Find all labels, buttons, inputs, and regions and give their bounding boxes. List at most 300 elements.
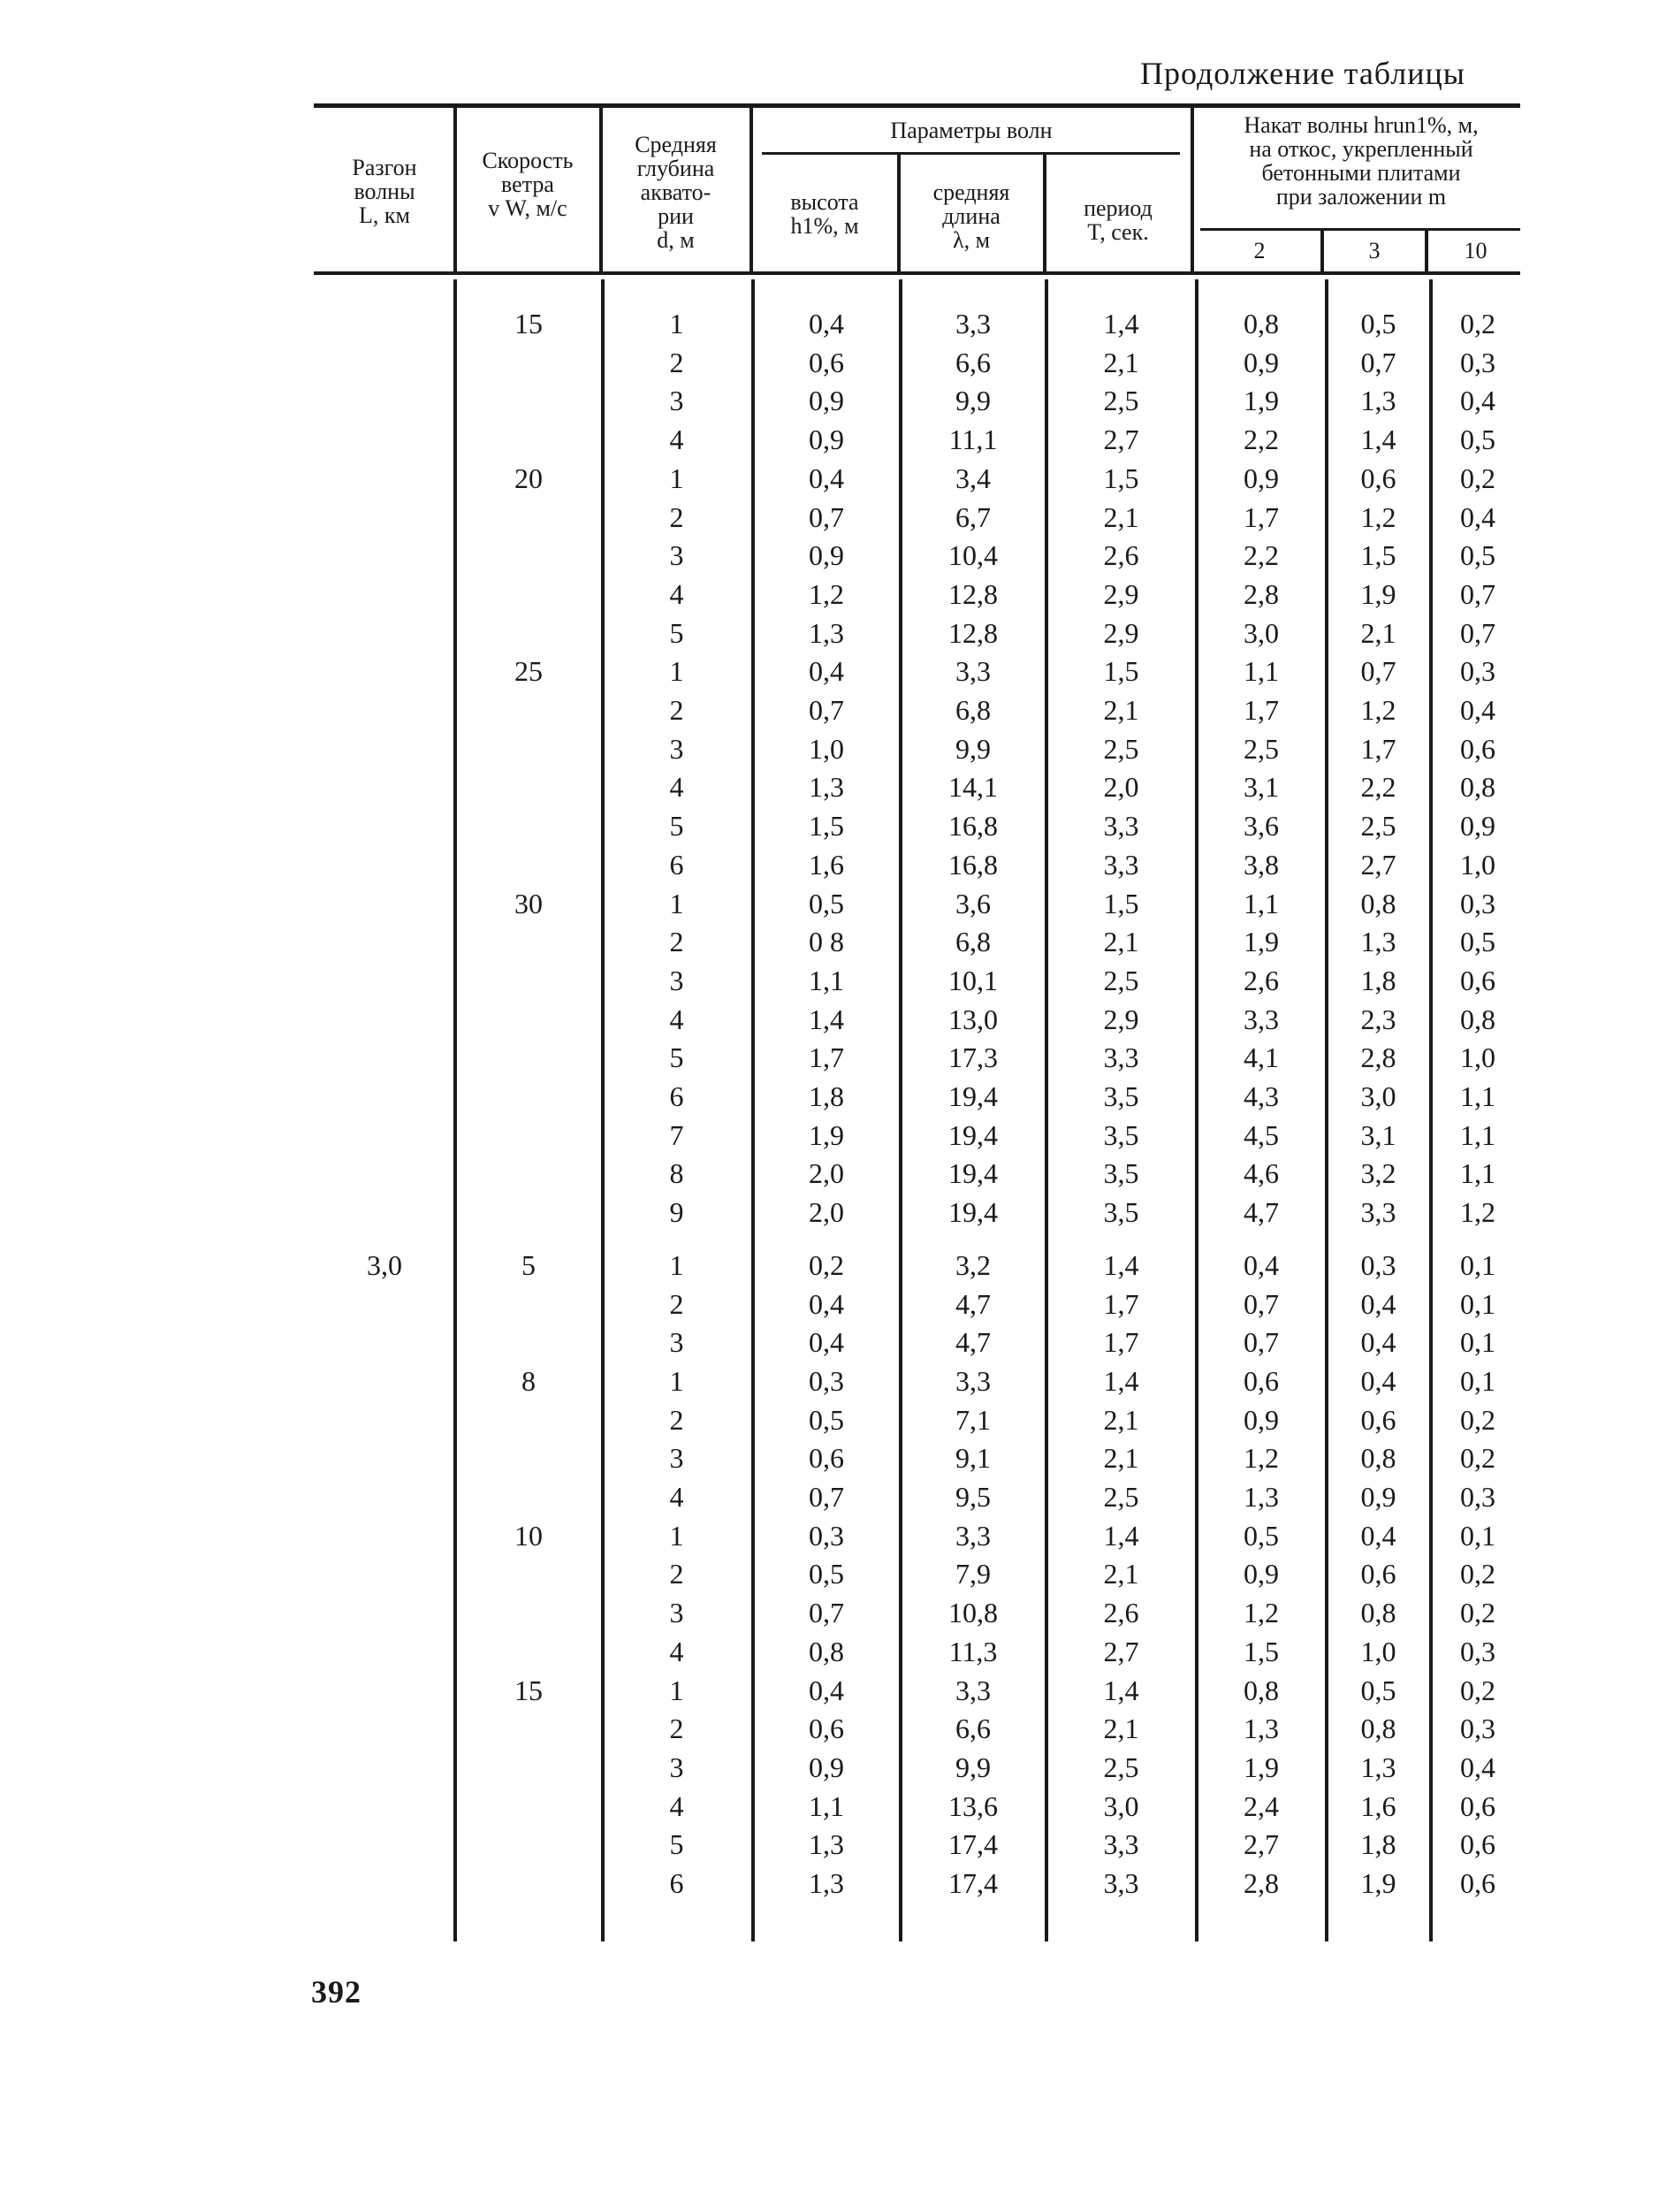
cell-lambda: 7,9	[955, 1558, 991, 1590]
cell-r2: 4,1	[1244, 1041, 1279, 1074]
cell-lambda: 19,4	[948, 1080, 998, 1112]
cell-h: 0,4	[809, 1326, 844, 1359]
cell-r2: 1,7	[1244, 500, 1279, 533]
cell-d: 4	[669, 1789, 684, 1822]
cell-r3: 1,2	[1360, 694, 1396, 726]
header-runup	[1198, 113, 1525, 209]
cell-r10: 0,1	[1460, 1326, 1495, 1359]
cell-d: 3	[669, 385, 684, 417]
cell-r2: 3,1	[1244, 771, 1279, 804]
cell-r3: 1,3	[1360, 926, 1396, 958]
header-line: волны	[354, 179, 415, 204]
cell-r3: 2,3	[1360, 1003, 1396, 1035]
cell-T: 3,5	[1103, 1196, 1139, 1229]
cell-r10: 0,3	[1460, 1635, 1495, 1667]
cell-r3: 2,7	[1360, 848, 1396, 881]
header-line: средняя	[932, 179, 1010, 205]
cell-r3: 3,2	[1360, 1157, 1396, 1190]
cell-r3: 1,5	[1360, 539, 1396, 572]
cell-wind	[458, 1326, 599, 1358]
cell-fetch	[318, 1520, 451, 1552]
cell-T: 1,7	[1103, 1326, 1139, 1359]
cell-fetch	[318, 1712, 451, 1744]
cell-r10: 0,5	[1460, 926, 1495, 958]
cell-h: 1,3	[809, 1828, 844, 1861]
cell-fetch	[318, 1157, 451, 1189]
cell-fetch	[318, 308, 451, 339]
header-line: Разгон	[352, 155, 417, 180]
cell-fetch	[318, 810, 451, 842]
cell-lambda: 3,2	[955, 1248, 991, 1281]
cell-h: 0,4	[809, 308, 844, 339]
cell-d: 6	[669, 1867, 684, 1899]
header-line: Накат волны hrun1%, м,	[1244, 112, 1479, 138]
cell-T: 3,5	[1103, 1157, 1139, 1190]
cell-r3: 1,7	[1360, 732, 1396, 765]
cell-d: 1	[669, 1248, 684, 1281]
cell-r10: 0,1	[1460, 1248, 1495, 1281]
cell-r2: 1,2	[1244, 1597, 1279, 1629]
cell-d: 4	[669, 423, 684, 456]
cell-wind	[458, 810, 599, 842]
cell-r2: 1,9	[1244, 385, 1279, 417]
cell-d: 2	[669, 1403, 684, 1436]
cell-wind	[458, 1404, 599, 1436]
cell-h: 1,2	[809, 577, 844, 610]
cell-wind	[458, 771, 599, 803]
cell-wind: 30	[514, 887, 543, 919]
cell-r3: 2,8	[1360, 1041, 1396, 1074]
cell-lambda: 4,7	[955, 1287, 991, 1320]
cell-r10: 0,2	[1460, 1558, 1495, 1590]
cell-fetch	[318, 1674, 451, 1706]
cell-r2: 3,8	[1244, 848, 1279, 881]
cell-h: 0,5	[809, 1558, 844, 1590]
column-divider	[1429, 279, 1433, 1941]
cell-lambda: 19,4	[948, 1157, 998, 1190]
cell-fetch	[318, 423, 451, 455]
cell-fetch	[318, 1288, 451, 1320]
cell-fetch	[318, 385, 451, 416]
cell-fetch	[318, 347, 451, 378]
cell-h: 0,7	[809, 694, 844, 726]
header-line: длина	[942, 203, 1001, 229]
cell-wind	[458, 501, 599, 533]
cell-r10: 0,6	[1460, 1789, 1495, 1822]
cell-r2: 0,9	[1244, 461, 1279, 494]
column-divider	[453, 279, 457, 1941]
cell-r3: 0,5	[1360, 308, 1396, 339]
cell-T: 1,5	[1103, 887, 1139, 919]
cell-T: 1,4	[1103, 1519, 1139, 1552]
cell-r10: 1,0	[1460, 1041, 1495, 1074]
cell-lambda: 6,7	[955, 500, 991, 533]
header-line: период	[1084, 195, 1153, 221]
cell-T: 3,5	[1103, 1118, 1139, 1151]
cell-h: 0,6	[809, 1712, 844, 1745]
header-bottom-rule	[314, 271, 1520, 275]
header-line: d, м	[657, 227, 695, 253]
cell-d: 1	[669, 1674, 684, 1706]
cell-r2: 0,9	[1244, 1558, 1279, 1590]
cell-r2: 2,7	[1244, 1828, 1279, 1861]
cell-r3: 2,5	[1360, 810, 1396, 843]
cell-lambda: 7,1	[955, 1403, 991, 1436]
cell-wind: 15	[514, 308, 543, 339]
cell-h: 0,4	[809, 1674, 844, 1706]
cell-wind	[458, 1751, 599, 1783]
table-caption: Продолжение таблицы	[1140, 56, 1465, 91]
cell-r10: 1,2	[1460, 1196, 1495, 1229]
cell-lambda: 4,7	[955, 1326, 991, 1359]
cell-d: 3	[669, 1751, 684, 1783]
cell-h: 0,9	[809, 1751, 844, 1783]
cell-h: 1,7	[809, 1041, 844, 1074]
cell-r2: 0,5	[1244, 1519, 1279, 1552]
cell-d: 2	[669, 346, 684, 378]
cell-r2: 3,3	[1244, 1003, 1279, 1035]
header-line: рии	[658, 203, 694, 229]
cell-wind	[458, 1558, 599, 1590]
header-line: при заложении m	[1275, 184, 1447, 210]
cell-r2: 2,2	[1244, 539, 1279, 572]
cell-wind	[458, 617, 599, 649]
cell-r3: 1,3	[1360, 1751, 1396, 1783]
cell-T: 2,5	[1103, 964, 1139, 996]
cell-d: 1	[669, 655, 684, 688]
cell-r10: 0,7	[1460, 616, 1495, 649]
cell-h: 1,6	[809, 848, 844, 881]
cell-d: 1	[669, 887, 684, 919]
cell-r2: 2,8	[1244, 577, 1279, 610]
cell-d: 4	[669, 1481, 684, 1513]
cell-fetch	[318, 578, 451, 610]
cell-d: 2	[669, 1287, 684, 1320]
cell-d: 3	[669, 1442, 684, 1475]
cell-T: 2,9	[1103, 1003, 1139, 1035]
cell-r3: 1,3	[1360, 385, 1396, 417]
cell-r10: 0,6	[1460, 1867, 1495, 1899]
cell-lambda: 16,8	[948, 848, 998, 881]
cell-wind	[458, 1636, 599, 1667]
cell-wind	[458, 965, 599, 996]
cell-h: 0,3	[809, 1364, 844, 1397]
cell-T: 2,5	[1103, 732, 1139, 765]
cell-T: 2,1	[1103, 500, 1139, 533]
cell-wind	[458, 1157, 599, 1189]
header-wind	[458, 149, 597, 220]
cell-T: 2,1	[1103, 346, 1139, 378]
cell-r3: 0,8	[1360, 1712, 1396, 1745]
cell-wind	[458, 1481, 599, 1513]
cell-T: 2,6	[1103, 539, 1139, 572]
header-period	[1047, 196, 1189, 244]
cell-d: 9	[669, 1196, 684, 1229]
header-line: v W, м/с	[488, 195, 567, 221]
cell-h: 0,5	[809, 1403, 844, 1436]
cell-lambda: 17,3	[948, 1041, 998, 1074]
cell-T: 2,0	[1103, 771, 1139, 804]
cell-r2: 0,4	[1244, 1248, 1279, 1281]
cell-lambda: 9,9	[955, 732, 991, 765]
cell-d: 2	[669, 694, 684, 726]
cell-lambda: 3,6	[955, 887, 991, 919]
cell-h: 2,0	[809, 1196, 844, 1229]
cell-T: 3,3	[1103, 1828, 1139, 1861]
cell-r10: 1,1	[1460, 1157, 1495, 1190]
cell-r2: 1,1	[1244, 655, 1279, 688]
cell-h: 0,9	[809, 423, 844, 456]
cell-d: 2	[669, 1558, 684, 1590]
cell-r10: 0,5	[1460, 423, 1495, 456]
cell-h: 1,3	[809, 1867, 844, 1899]
cell-lambda: 9,1	[955, 1442, 991, 1475]
cell-T: 2,1	[1103, 1403, 1139, 1436]
cell-lambda: 3,3	[955, 308, 991, 339]
cell-h: 1,4	[809, 1003, 844, 1035]
cell-r3: 3,1	[1360, 1118, 1396, 1151]
header-line: глубина	[636, 156, 715, 181]
cell-r10: 0,7	[1460, 577, 1495, 610]
cell-h: 0,5	[809, 887, 844, 919]
cell-T: 2,5	[1103, 1751, 1139, 1783]
cell-r2: 1,7	[1244, 694, 1279, 726]
cell-lambda: 9,9	[955, 1751, 991, 1783]
cell-r10: 0,3	[1460, 655, 1495, 688]
cell-fetch	[318, 462, 451, 494]
cell-lambda: 17,4	[948, 1828, 998, 1861]
cell-fetch	[318, 1003, 451, 1035]
cell-r10: 0,2	[1460, 1442, 1495, 1475]
cell-d: 1	[669, 308, 684, 339]
cell-lambda: 6,6	[955, 346, 991, 378]
cell-T: 2,7	[1103, 423, 1139, 456]
cell-T: 1,7	[1103, 1287, 1139, 1320]
cell-r3: 0,8	[1360, 887, 1396, 919]
cell-lambda: 12,8	[948, 616, 998, 649]
cell-wind	[458, 1712, 599, 1744]
cell-fetch	[318, 539, 451, 571]
cell-d: 7	[669, 1118, 684, 1151]
cell-r3: 3,3	[1360, 1196, 1396, 1229]
cell-h: 1,9	[809, 1118, 844, 1151]
cell-h: 0,3	[809, 1519, 844, 1552]
header-divider	[1043, 155, 1046, 271]
cell-r10: 0,2	[1460, 461, 1495, 494]
header-divider	[897, 155, 901, 271]
cell-r3: 0,7	[1360, 346, 1396, 378]
cell-r3: 1,8	[1360, 1828, 1396, 1861]
cell-lambda: 6,8	[955, 926, 991, 958]
cell-lambda: 10,1	[948, 964, 998, 996]
cell-r10: 1,0	[1460, 848, 1495, 881]
cell-fetch	[318, 1196, 451, 1228]
cell-h: 0,4	[809, 655, 844, 688]
cell-r2: 1,5	[1244, 1635, 1279, 1667]
cell-wind	[458, 1196, 599, 1228]
header-depth	[604, 133, 748, 252]
cell-fetch	[318, 926, 451, 957]
cell-fetch	[318, 771, 451, 803]
cell-r10: 0,2	[1460, 308, 1495, 339]
cell-r3: 0,3	[1360, 1248, 1396, 1281]
cell-d: 4	[669, 577, 684, 610]
cell-r2: 1,3	[1244, 1481, 1279, 1513]
cell-wind	[458, 926, 599, 957]
cell-fetch	[318, 1326, 451, 1358]
cell-r3: 3,0	[1360, 1080, 1396, 1112]
header-line: T, сек.	[1087, 219, 1149, 245]
cell-wind	[458, 539, 599, 571]
cell-T: 1,4	[1103, 308, 1139, 339]
table-top-rule	[314, 103, 1520, 108]
header-divider	[749, 108, 753, 271]
cell-r10: 0,6	[1460, 732, 1495, 765]
cell-r2: 3,6	[1244, 810, 1279, 843]
cell-h: 0,9	[809, 539, 844, 572]
cell-h: 1,1	[809, 964, 844, 996]
cell-r3: 0,8	[1360, 1597, 1396, 1629]
cell-wind	[458, 578, 599, 610]
cell-d: 5	[669, 1828, 684, 1861]
cell-r10: 1,1	[1460, 1118, 1495, 1151]
column-divider	[1045, 279, 1048, 1941]
cell-fetch	[318, 1481, 451, 1513]
cell-r3: 2,2	[1360, 771, 1396, 804]
cell-fetch	[318, 617, 451, 649]
cell-r2: 2,4	[1244, 1789, 1279, 1822]
cell-r2: 0,8	[1244, 308, 1279, 339]
header-length	[902, 180, 1041, 252]
cell-r2: 4,3	[1244, 1080, 1279, 1112]
cell-d: 4	[669, 1635, 684, 1667]
cell-r10: 0,4	[1460, 385, 1495, 417]
cell-r3: 0,9	[1360, 1481, 1396, 1513]
cell-wind	[458, 849, 599, 881]
cell-r10: 0,1	[1460, 1287, 1495, 1320]
cell-T: 2,9	[1103, 577, 1139, 610]
cell-r10: 0,2	[1460, 1597, 1495, 1629]
cell-h: 0,7	[809, 500, 844, 533]
page-number: 392	[311, 1974, 361, 2010]
cell-r2: 0,8	[1244, 1674, 1279, 1706]
cell-wind	[458, 1003, 599, 1035]
column-divider	[751, 279, 755, 1941]
header-divider	[1425, 231, 1428, 271]
cell-fetch	[318, 1558, 451, 1590]
cell-r3: 1,6	[1360, 1789, 1396, 1822]
cell-d: 5	[669, 1041, 684, 1074]
header-divider	[453, 108, 457, 271]
cell-h: 0,7	[809, 1597, 844, 1629]
cell-T: 2,1	[1103, 1712, 1139, 1745]
cell-h: 0,6	[809, 346, 844, 378]
cell-fetch	[318, 1041, 451, 1073]
cell-fetch	[318, 655, 451, 687]
cell-h: 0,4	[809, 1287, 844, 1320]
cell-wind	[458, 385, 599, 416]
cell-d: 3	[669, 1597, 684, 1629]
cell-lambda: 11,3	[948, 1635, 998, 1667]
cell-r10: 0,1	[1460, 1364, 1495, 1397]
cell-d: 5	[669, 810, 684, 843]
cell-h: 1,8	[809, 1080, 844, 1112]
cell-r3: 0,4	[1360, 1519, 1396, 1552]
cell-fetch	[318, 733, 451, 765]
cell-wind	[458, 1867, 599, 1899]
cell-r3: 0,4	[1360, 1364, 1396, 1397]
cell-lambda: 19,4	[948, 1118, 998, 1151]
cell-r3: 2,1	[1360, 616, 1396, 649]
cell-r3: 1,0	[1360, 1635, 1396, 1667]
cell-wind: 10	[514, 1519, 543, 1552]
cell-r10: 0,6	[1460, 964, 1495, 996]
column-divider	[1195, 279, 1198, 1941]
cell-h: 0,7	[809, 1481, 844, 1513]
cell-fetch	[318, 1365, 451, 1397]
cell-d: 3	[669, 539, 684, 572]
cell-r10: 0,4	[1460, 1751, 1495, 1783]
cell-T: 2,5	[1103, 1481, 1139, 1513]
cell-r10: 0,4	[1460, 694, 1495, 726]
cell-lambda: 13,0	[948, 1003, 998, 1035]
column-divider	[1325, 279, 1328, 1941]
cell-r10: 0,3	[1460, 1712, 1495, 1745]
cell-lambda: 10,4	[948, 539, 998, 572]
header-line: на откос, укрепленный	[1249, 136, 1473, 162]
header-m-3: 3	[1368, 238, 1381, 263]
cell-r3: 0,6	[1360, 1558, 1396, 1590]
cell-r10: 0,3	[1460, 887, 1495, 919]
cell-r2: 1,2	[1244, 1442, 1279, 1475]
cell-r2: 2,6	[1244, 964, 1279, 996]
header-m-2: 2	[1253, 238, 1266, 263]
cell-r10: 0,8	[1460, 771, 1495, 804]
cell-lambda: 3,3	[955, 655, 991, 688]
cell-fetch	[318, 1867, 451, 1899]
cell-h: 2,0	[809, 1157, 844, 1190]
column-divider	[899, 279, 902, 1941]
header-height	[754, 190, 895, 238]
cell-d: 3	[669, 1326, 684, 1359]
cell-h: 0 8	[809, 926, 844, 958]
cell-wind	[458, 1597, 599, 1628]
cell-fetch	[318, 1790, 451, 1822]
cell-wind	[458, 1828, 599, 1860]
cell-lambda: 12,8	[948, 577, 998, 610]
cell-r2: 1,1	[1244, 887, 1279, 919]
cell-r2: 0,7	[1244, 1326, 1279, 1359]
wave-params-rule	[762, 152, 1180, 155]
cell-wind	[458, 1790, 599, 1822]
cell-r3: 1,8	[1360, 964, 1396, 996]
header-line: Скорость	[482, 148, 574, 173]
cell-r10: 0,3	[1460, 346, 1495, 378]
cell-r10: 0,6	[1460, 1828, 1495, 1861]
cell-r2: 1,3	[1244, 1712, 1279, 1745]
cell-fetch	[318, 1636, 451, 1667]
cell-T: 2,1	[1103, 926, 1139, 958]
cell-fetch	[318, 849, 451, 881]
header-line: L, км	[359, 202, 410, 228]
cell-lambda: 19,4	[948, 1196, 998, 1229]
cell-r3: 1,9	[1360, 577, 1396, 610]
cell-T: 2,1	[1103, 1558, 1139, 1590]
header-divider	[1320, 231, 1324, 271]
cell-wind	[458, 733, 599, 765]
cell-lambda: 17,4	[948, 1867, 998, 1899]
cell-r2: 0,7	[1244, 1287, 1279, 1320]
